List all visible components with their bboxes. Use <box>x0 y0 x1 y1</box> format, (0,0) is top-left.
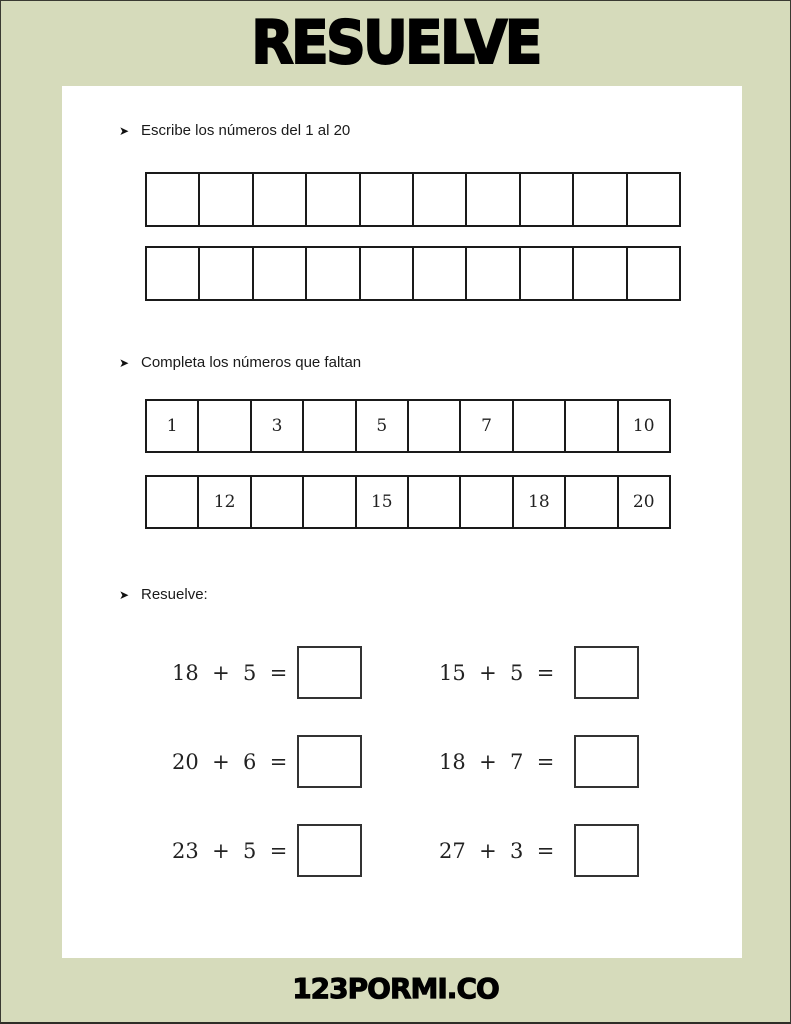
equation <box>172 824 362 877</box>
answer-box[interactable] <box>297 646 362 699</box>
number-cell[interactable] <box>254 174 307 225</box>
equation-expression: 23 + 5 = <box>172 838 288 863</box>
missing-cell[interactable] <box>514 401 566 451</box>
missing-cell[interactable] <box>252 477 304 527</box>
section-heading-missing-numbers <box>119 354 361 371</box>
answer-box[interactable] <box>297 735 362 788</box>
missing-cell[interactable] <box>304 401 356 451</box>
missing-cell[interactable] <box>304 477 356 527</box>
number-cell[interactable] <box>307 248 360 299</box>
arrowhead-bullet-icon: ➤ <box>119 587 130 602</box>
missing-cell[interactable] <box>199 401 251 451</box>
equation-expression: 18 + 7 = <box>439 749 555 774</box>
number-cell[interactable] <box>147 174 200 225</box>
missing-cell: 7 <box>461 401 513 451</box>
missing-cell[interactable] <box>147 477 199 527</box>
missing-cell[interactable] <box>409 401 461 451</box>
missing-cell: 1 <box>147 401 199 451</box>
missing-cell[interactable] <box>566 477 618 527</box>
number-cell[interactable] <box>521 248 574 299</box>
number-cell[interactable] <box>574 248 627 299</box>
equation <box>439 824 639 877</box>
equation <box>172 646 362 699</box>
number-cell[interactable] <box>254 248 307 299</box>
answer-box[interactable] <box>297 824 362 877</box>
number-cell[interactable] <box>521 174 574 225</box>
number-cell[interactable] <box>467 248 520 299</box>
answer-box[interactable] <box>574 646 639 699</box>
section-heading-write-numbers <box>119 122 350 139</box>
missing-cell: 3 <box>252 401 304 451</box>
equation-expression: 18 + 5 = <box>172 660 288 685</box>
number-cell[interactable] <box>414 248 467 299</box>
missing-grid-row-1 <box>145 399 671 453</box>
number-cell[interactable] <box>414 174 467 225</box>
number-cell[interactable] <box>200 174 253 225</box>
worksheet-card <box>62 86 742 958</box>
equation <box>439 646 639 699</box>
arrowhead-bullet-icon: ➤ <box>119 355 130 370</box>
equation <box>439 735 639 788</box>
missing-cell[interactable] <box>566 401 618 451</box>
section-heading-text: Resuelve: <box>141 586 208 603</box>
missing-cell: 15 <box>357 477 409 527</box>
missing-grid-row-2 <box>145 475 671 529</box>
missing-cell: 12 <box>199 477 251 527</box>
number-cell[interactable] <box>361 174 414 225</box>
missing-cell[interactable] <box>461 477 513 527</box>
number-grid-row-2 <box>145 246 681 301</box>
answer-box[interactable] <box>574 824 639 877</box>
equation-expression: 20 + 6 = <box>172 749 288 774</box>
missing-cell[interactable] <box>409 477 461 527</box>
missing-cell: 20 <box>632 492 655 512</box>
arrowhead-bullet-icon: ➤ <box>119 123 130 138</box>
missing-cell: 18 <box>514 477 566 527</box>
missing-cell: 10 <box>632 416 655 436</box>
number-cell[interactable] <box>628 248 679 299</box>
equation-expression: 27 + 3 = <box>439 838 555 863</box>
section-heading-text: Completa los números que faltan <box>141 354 362 371</box>
section-heading-solve <box>119 586 208 603</box>
equation <box>172 735 362 788</box>
number-cell[interactable] <box>307 174 360 225</box>
number-cell[interactable] <box>574 174 627 225</box>
missing-cell: 5 <box>357 401 409 451</box>
answer-box[interactable] <box>574 735 639 788</box>
page-title: RESUELVE <box>251 8 540 78</box>
number-cell[interactable] <box>628 174 679 225</box>
number-cell[interactable] <box>200 248 253 299</box>
number-cell[interactable] <box>467 174 520 225</box>
number-cell[interactable] <box>147 248 200 299</box>
number-cell[interactable] <box>361 248 414 299</box>
number-grid-row-1 <box>145 172 681 227</box>
site-footer-brand: 123PORMI.CO <box>292 972 499 1005</box>
section-heading-text: Escribe los números del 1 al 20 <box>141 122 351 139</box>
equation-expression: 15 + 5 = <box>439 660 555 685</box>
